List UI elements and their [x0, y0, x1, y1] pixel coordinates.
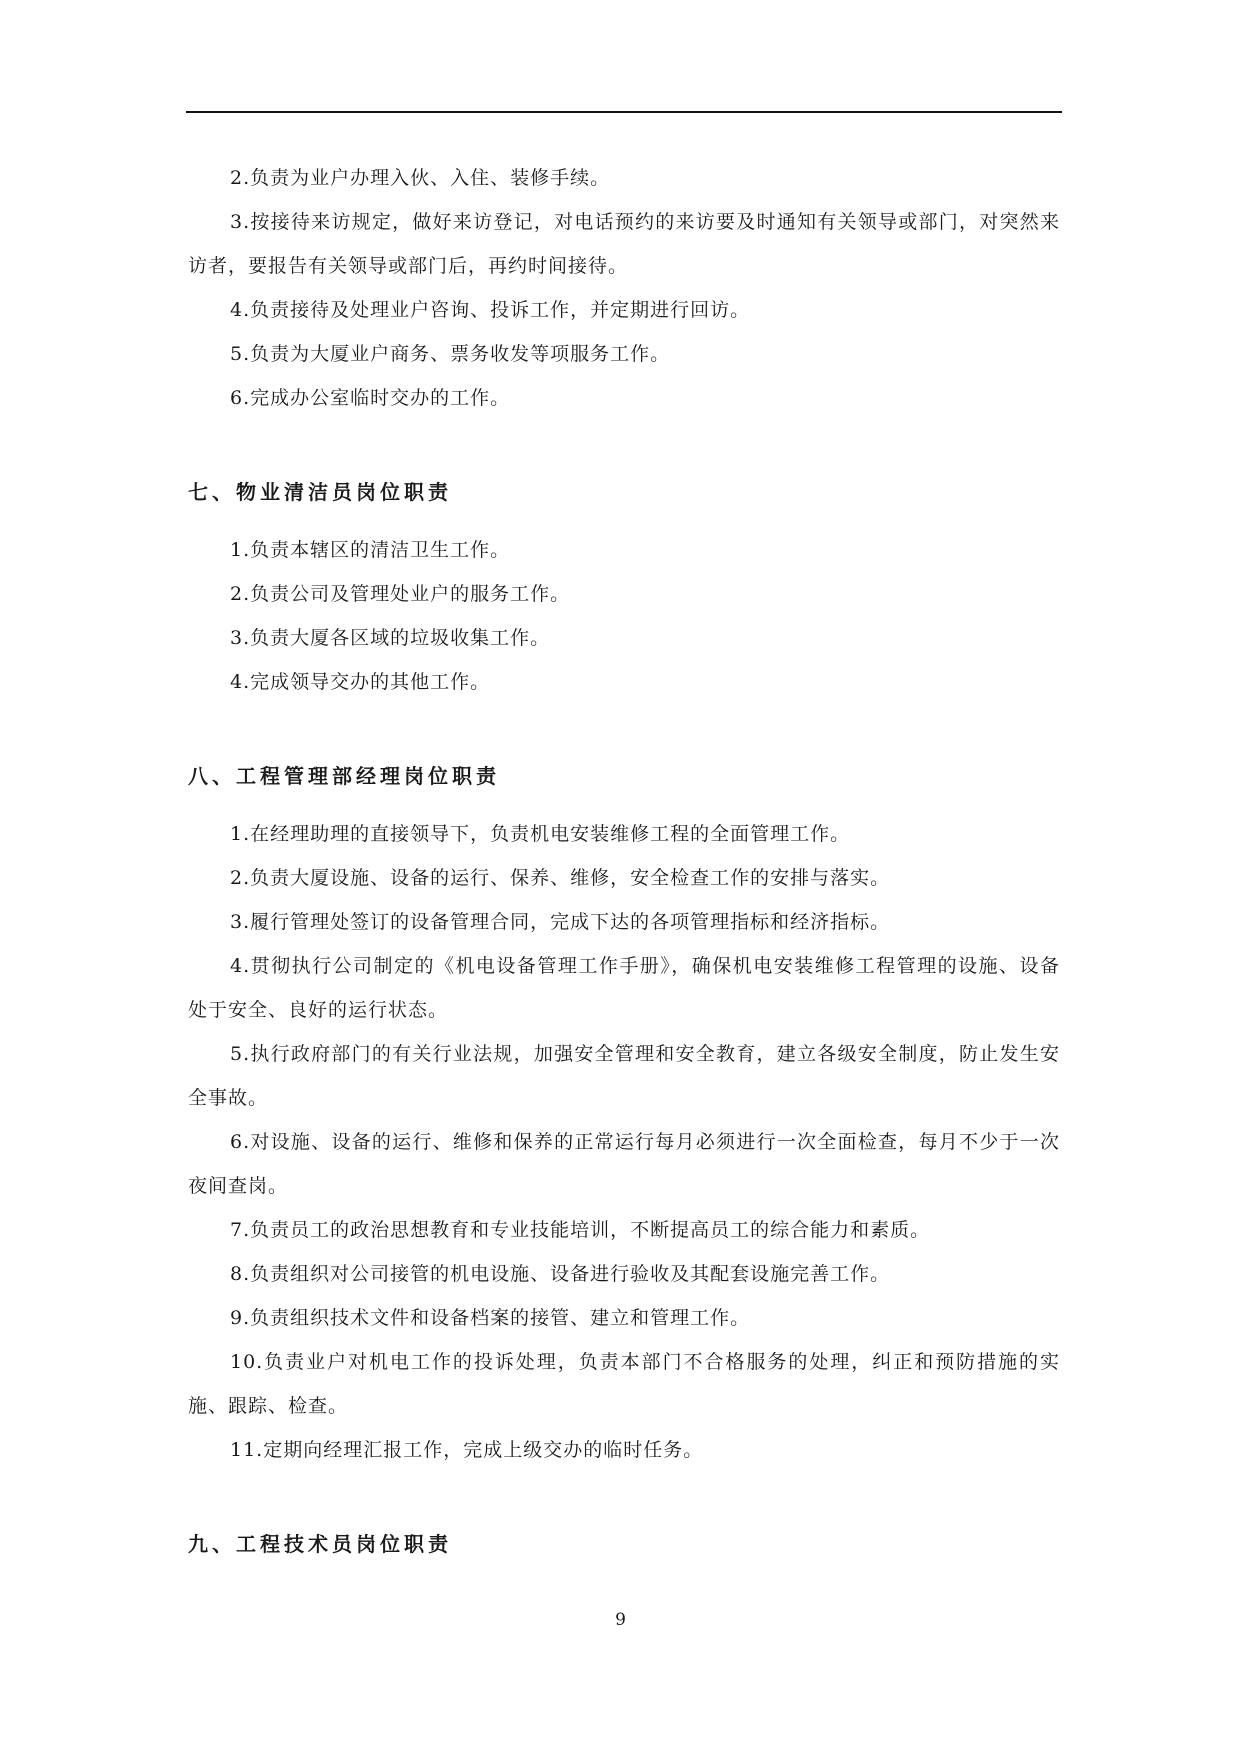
list-item: 3.负责大厦各区域的垃圾收集工作。 — [230, 627, 551, 649]
list-item: 3.履行管理处签订的设备管理合同，完成下达的各项管理指标和经济指标。 — [230, 911, 891, 933]
list-item: 9.负责组织技术文件和设备档案的接管、建立和管理工作。 — [230, 1307, 751, 1329]
list-item: 6.对设施、设备的运行、维修和保养的正常运行每月必须进行一次全面检查，每月不少于一次夜间查岗。 — [188, 1131, 1060, 1197]
section-heading: 九、工程技术员岗位职责 — [188, 1532, 452, 1556]
list-item: 2.负责公司及管理处业户的服务工作。 — [230, 583, 571, 605]
list-item: 4.贯彻执行公司制定的《机电设备管理工作手册》，确保机电安装维修工程管理的设施、设备处于安全、良好的运行状态。 — [188, 955, 1060, 1021]
header-rule — [186, 111, 1062, 113]
list-item: 5.执行政府部门的有关行业法规，加强安全管理和安全教育，建立各级安全制度，防止发生安全事故。 — [188, 1043, 1060, 1109]
page-number: 9 — [615, 1610, 626, 1630]
list-item: 4.负责接待及处理业户咨询、投诉工作，并定期进行回访。 — [230, 299, 751, 321]
list-item: 11.定期向经理汇报工作，完成上级交办的临时任务。 — [230, 1439, 704, 1461]
list-item: 2.负责为业户办理入伙、入住、装修手续。 — [230, 167, 611, 189]
list-item: 6.完成办公室临时交办的工作。 — [230, 387, 511, 409]
list-item: 8.负责组织对公司接管的机电设施、设备进行验收及其配套设施完善工作。 — [230, 1263, 891, 1285]
list-item: 7.负责员工的政治思想教育和专业技能培训，不断提高员工的综合能力和素质。 — [230, 1219, 931, 1241]
list-item: 3.按接待来访规定，做好来访登记，对电话预约的来访要及时通知有关领导或部门，对突然来访者，要报告有关领导或部门后，再约时间接待。 — [188, 211, 1060, 277]
list-item: 1.在经理助理的直接领导下，负责机电安装维修工程的全面管理工作。 — [230, 823, 851, 845]
section-heading: 七、物业清洁员岗位职责 — [188, 480, 452, 504]
list-item: 4.完成领导交办的其他工作。 — [230, 671, 491, 693]
list-item: 5.负责为大厦业户商务、票务收发等项服务工作。 — [230, 343, 671, 365]
list-item: 10.负责业户对机电工作的投诉处理，负责本部门不合格服务的处理，纠正和预防措施的实施、跟踪、检查。 — [188, 1351, 1060, 1417]
list-item: 1.负责本辖区的清洁卫生工作。 — [230, 539, 511, 561]
list-item: 2.负责大厦设施、设备的运行、保养、维修，安全检查工作的安排与落实。 — [230, 867, 891, 889]
page-body — [188, 156, 1060, 1566]
section-heading: 八、工程管理部经理岗位职责 — [188, 764, 500, 788]
